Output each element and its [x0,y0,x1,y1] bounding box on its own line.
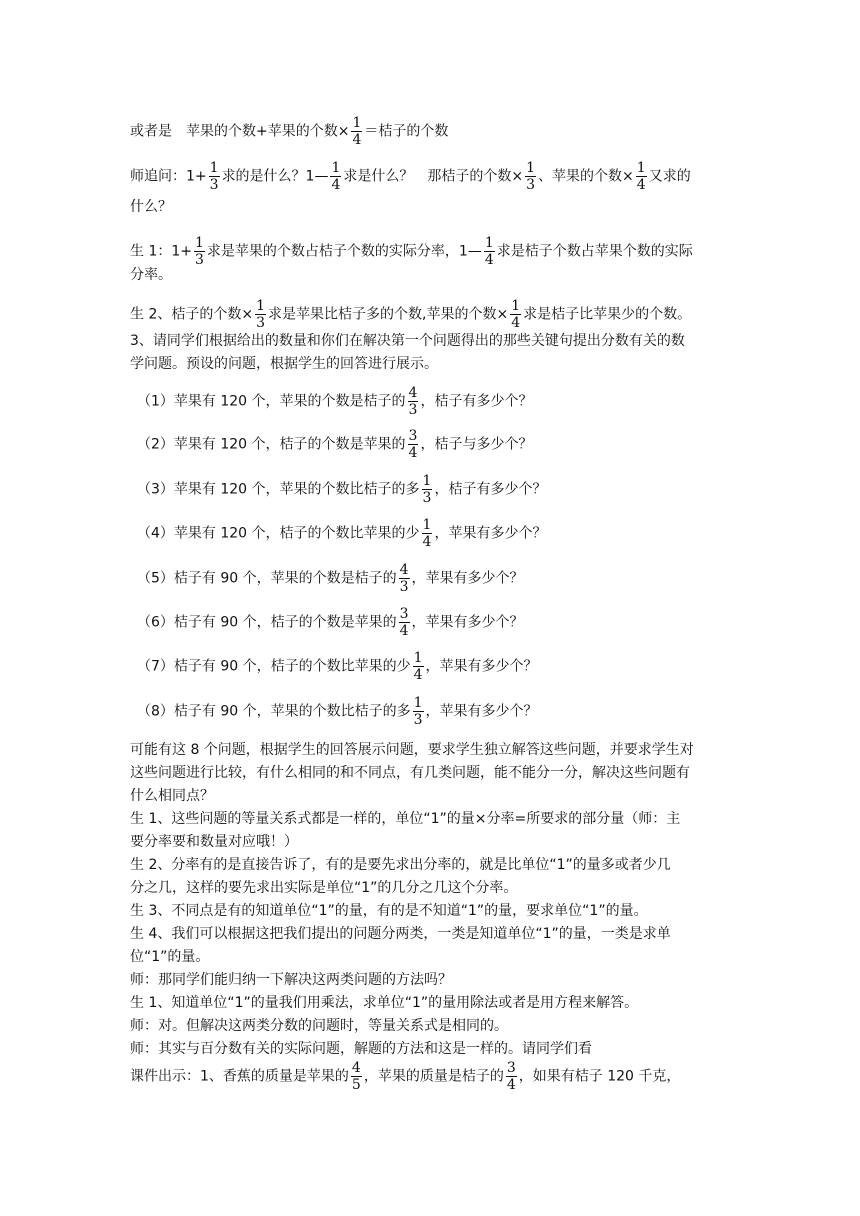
fraction: $\frac{1}{4}$ [413,650,423,683]
question-line: （2）苹果有 120 个，桔子的个数是苹果的 $\frac{3}{4}$ ，桔子与多少个？ [137,428,533,461]
question-line: （6）桔子有 90 个，桔子的个数是苹果的 $\frac{3}{4}$ ，苹果有多少个？ [137,606,524,639]
fraction: $\frac{4}{3}$ [399,562,409,595]
paragraph-line: 生 1、这些问题的等量关系式都是一样的，单位“1”的量×分率=所要求的部分量（师：主 [130,811,681,827]
line-7: 3、请同学们根据给出的数量和你们在解决第一个问题得出的那些关键句提出分数有关的数 [130,333,685,349]
line-last: 课件出示：1、香蕉的质量是苹果的 $\frac{4}{5}$ ，苹果的质量是桔子的 $\frac{3}{4}$ ，如果有桔子 120 千克， [130,1060,681,1093]
question-line: （5）桔子有 90 个，苹果的个数是桔子的 $\frac{4}{3}$ ，苹果有多少个？ [137,562,524,595]
paragraph-line: 生 1、知道单位“1”的量我们用乘法，求单位“1”的量用除法或者是用方程来解答。 [130,995,639,1011]
fraction: $\frac{1}{3}$ [209,160,219,193]
fraction: $\frac{1}{4}$ [352,115,362,148]
fraction: $\frac{1}{4}$ [484,235,494,268]
fraction: $\frac{1}{3}$ [422,473,432,506]
line-2: 师追问：1+ $\frac{1}{3}$ 求的是什么？1— $\frac{1}{4}$ 求是什么？ 那桔子的个数× $\frac{1}{3}$ 、苹果的个数× $\frac{1}{4}$ 又求的 [130,160,691,193]
question-line: （3）苹果有 120 个，苹果的个数比桔子的多 $\frac{1}{3}$ ，桔子有多少个？ [137,473,547,506]
fraction: $\frac{3}{4}$ [506,1060,516,1093]
line-3: 什么？ [130,199,172,215]
fraction: $\frac{1}{3}$ [413,695,423,728]
paragraph-line: 分之几，这样的要先求出实际是单位“1”的几分之几这个分率。 [130,880,518,896]
fraction: $\frac{3}{4}$ [399,606,409,639]
question-line: （8）桔子有 90 个，苹果的个数比桔子的多 $\frac{1}{3}$ ，苹果有多少个？ [137,695,538,728]
paragraph-line: 什么相同点？ [130,788,214,804]
fraction: $\frac{1}{4}$ [511,298,521,331]
fraction: $\frac{1}{3}$ [526,160,536,193]
paragraph-line: 生 4、我们可以根据这把我们提出的问题分两类，一类是知道单位“1”的量，一类是求单 [130,926,671,942]
paragraph-line: 这些问题进行比较，有什么相同的和不同点，有几类问题，能不能分一分，解决这些问题有 [130,765,690,781]
paragraph-line: 师：对。但解决这两类分数的问题时，等量关系式是相同的。 [130,1018,508,1034]
paragraph-line: 师：那同学们能归纳一下解决这两类问题的方法吗？ [130,972,452,988]
line-4: 生 1：1+ $\frac{1}{3}$ 求是苹果的个数占桔子个数的实际分率，1— $\frac{1}{4}$ 求是桔子个数占苹果个数的实际 [130,235,693,268]
fraction: $\frac{1}{3}$ [256,298,266,331]
fraction: $\frac{1}{4}$ [636,160,646,193]
fraction: $\frac{3}{4}$ [408,428,418,461]
line-6: 生 2、桔子的个数× $\frac{1}{3}$ 求是苹果比桔子多的个数,苹果的个数× $\frac{1}{4}$ 求是桔子比苹果少的个数。 [130,298,692,331]
text: 或者是 苹果的个数+苹果的个数× [130,123,350,140]
paragraph-line: 要分率要和数量对应哦！） [130,834,298,850]
question-line: （7）桔子有 90 个，桔子的个数比苹果的少 $\frac{1}{4}$ ，苹果有多少个？ [137,650,538,683]
paragraph-line: 位“1”的量。 [130,949,210,965]
fraction: $\frac{1}{4}$ [331,160,341,193]
line-1 [130,115,780,148]
fraction: $\frac{4}{3}$ [408,385,418,418]
question-line: （1）苹果有 120 个，苹果的个数是桔子的 $\frac{4}{3}$ ，桔子有多少个？ [137,385,533,418]
paragraph-line: 可能有这 8 个问题，根据学生的回答展示问题，要求学生独立解答这些问题，并要求学生对 [130,742,694,758]
fraction: $\frac{1}{4}$ [422,517,432,550]
text: ＝桔子的个数 [364,123,449,140]
question-line: （4）苹果有 120 个，桔子的个数比苹果的少 $\frac{1}{4}$ ，苹果有多少个？ [137,517,547,550]
paragraph-line: 生 2、分率有的是直接告诉了，有的是要先求出分率的，就是比单位“1”的量多或者少几 [130,857,671,873]
paragraph-line: 师：其实与百分数有关的实际问题，解题的方法和这是一样的。请同学们看 [130,1041,592,1057]
fraction: $\frac{4}{5}$ [351,1060,361,1093]
line-5: 分率。 [130,267,172,283]
line-8: 学问题。预设的问题，根据学生的回答进行展示。 [130,356,438,372]
paragraph-line: 生 3、不同点是有的知道单位“1”的量，有的是不知道“1”的量，要求单位“1”的量。 [130,903,648,919]
fraction: $\frac{1}{3}$ [195,235,204,268]
